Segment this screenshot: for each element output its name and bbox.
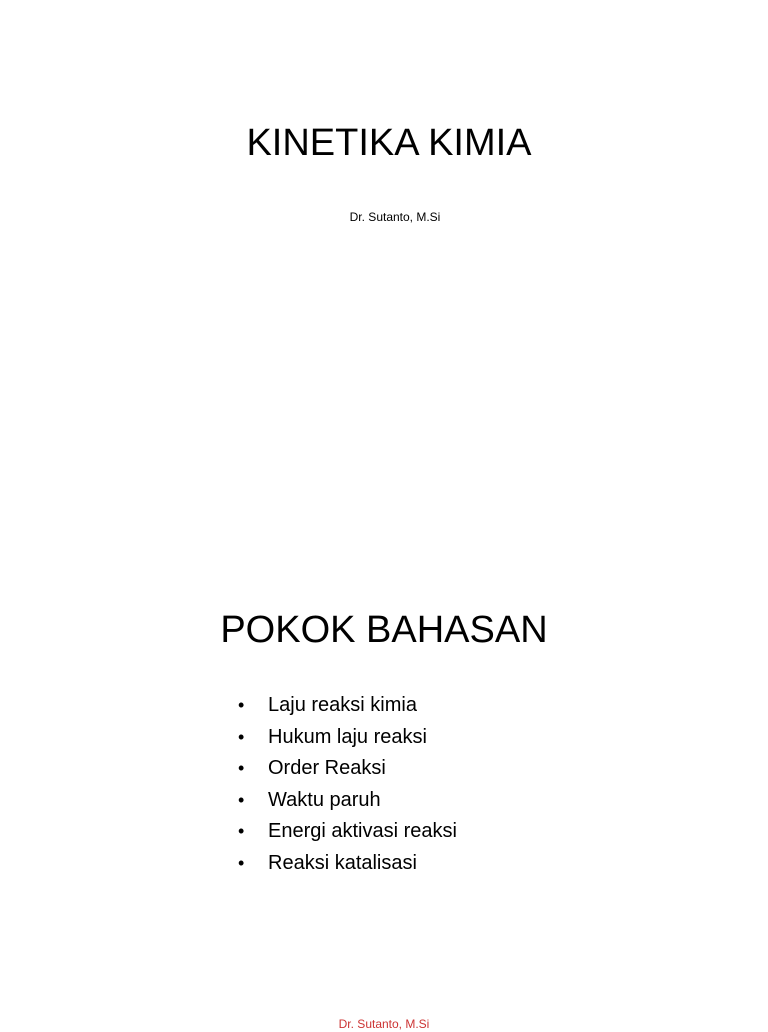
list-item (238, 848, 457, 880)
topics-heading: POKOK BAHASAN (220, 609, 548, 651)
topics-list (238, 690, 457, 880)
list-item (238, 690, 457, 722)
slide-topics (0, 560, 768, 1031)
author-name: Dr. Sutanto, M.Si (349, 210, 441, 224)
bullet-icon: • (238, 852, 245, 873)
list-item-text: Waktu paruh (268, 788, 381, 811)
slide-footer: Dr. Sutanto, M.Si (338, 1017, 430, 1031)
list-item-text: Hukum laju reaksi (268, 725, 427, 748)
slide-title-heading: KINETIKA KIMIA (246, 122, 532, 164)
bullet-icon: • (238, 789, 245, 810)
bullet-icon: • (238, 695, 245, 715)
list-item (238, 753, 457, 785)
list-item (238, 722, 457, 754)
bullet-icon: • (238, 726, 245, 747)
bullet-icon: • (238, 821, 245, 842)
list-item-text: Order Reaksi (268, 757, 386, 780)
list-item (238, 785, 457, 817)
list-item-text: Laju reaksi kimia (268, 694, 417, 716)
bullet-icon: • (238, 758, 245, 779)
list-item-text: Reaksi katalisasi (268, 851, 417, 874)
list-item (238, 816, 457, 848)
list-item-text: Energi aktivasi reaksi (268, 820, 457, 843)
